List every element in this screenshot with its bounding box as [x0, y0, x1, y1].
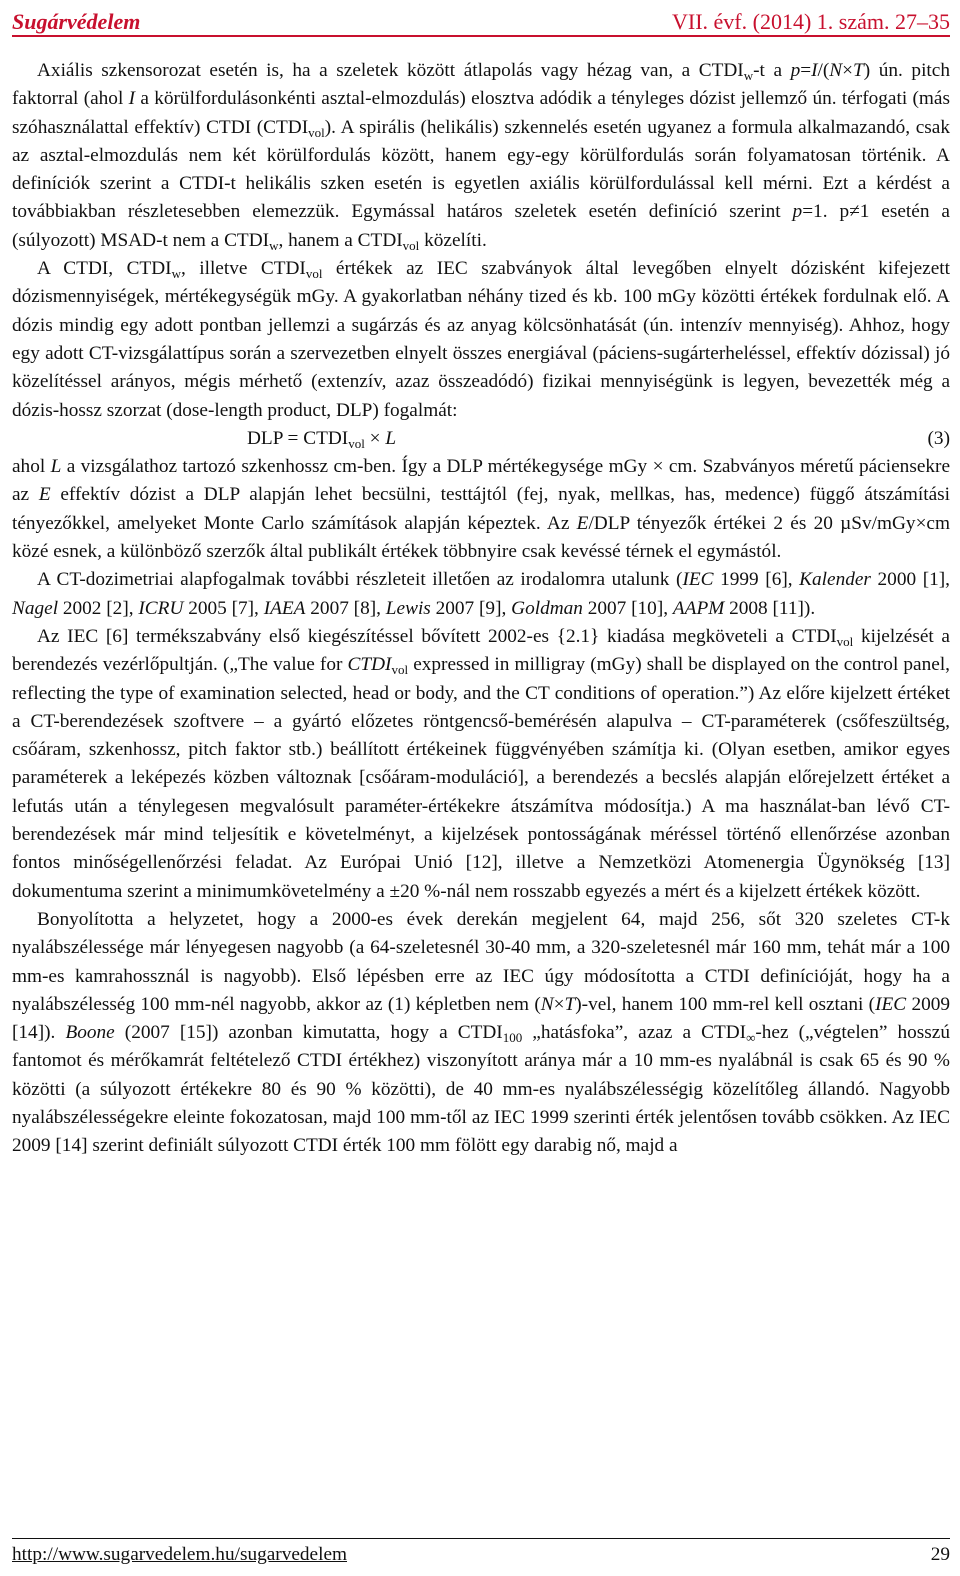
italic-text: L — [385, 427, 397, 449]
text-run: × — [553, 993, 565, 1015]
paragraph — [12, 255, 950, 425]
paragraph — [12, 623, 950, 906]
text-run: 1999 [6], — [713, 569, 800, 591]
text-run: 2007 [9], — [430, 597, 512, 619]
subscript: 100 — [502, 1030, 523, 1046]
text-run: Az IEC [6] termékszabvány első kiegészítéssel bővített 2002-es {2.1} kiadása megköveteli a CTDI — [37, 625, 837, 647]
text-run: a körülfordulásonkénti asztal-elmozdulás) elosztva adódik a tényleges dózist jellemző ún. térfogati (más szóhasználattal effektív) CTDI (CTDI — [12, 88, 950, 138]
italic-text: T — [853, 60, 864, 81]
italic-text: IEC — [875, 993, 907, 1015]
subscript: w — [269, 237, 279, 253]
text-run: expressed in milligray (mGy) shall be displayed on the control panel, reflecting the type of examination selected, head or body, and the CT conditions of operation.”) Az előre kijelzett értéket a CT-berendezések szoftvere – a gyártó előzetes röntgencső-bemérésén alapulva – CT-paraméterek (csőfeszültség, csőáram, szkenhossz, pitch faktor stb.) beállított értékeinek függvényében számítja ki. (Olyan esetben, amikor egyes paraméterek a leképezés közben változnak [csőáram-moduláció], a berendezés a becslés alapján előrejelzett értéket a lefutás után a ténylegesen megvalósult paraméter-értékekre átszámítva módosítja.) A ma használat-ban lévő CT-berendezések már mind teljesítik e követelményt, a kijelzések pontosságának méréssel történő ellenőrzése azonban fontos minőségellenőrzési feladat. Az Európai Unió [12], illetve a Nemzetközi Atomenergia Ügynökség [13] dokumentuma szerint a minimumkövetelmény a ±20 %-nál nem rosszabb egyezés a mért és a kijelzett értékek között. — [12, 654, 950, 902]
text-run: 2002 [2], — [58, 597, 139, 619]
running-header — [12, 0, 950, 34]
paragraph — [12, 57, 950, 255]
italic-text: I — [811, 60, 818, 81]
italic-text: I — [128, 88, 136, 110]
paragraph — [12, 566, 950, 623]
subscript: ∞ — [746, 1030, 756, 1046]
text-run: 2007 [8], — [305, 597, 386, 619]
text-run: -hez („végtelen” hosszú fantomot és mérőkamrát feltételező CTDI értékhez) viszonyított aránya már a 10 mm-es nyalábnál is csak 65 és 90 % közötti (a súlyozott értékekre 80 és 90 % közötti), de 40 mm-es nyalábszélességig közelítőleg állandó. Nagyobb nyalábszélességekre eleinte fokozatosan, majd 100 mm-től az IEC 1999 szerinti érték jelentősen tovább csökken. Az IEC 2009 [14] szerint definiált súlyozott CTDI érték 100 mm fölött egy darabig nő, majd a — [12, 1022, 950, 1157]
subscript: vol — [308, 124, 325, 140]
text-run: -t a — [753, 60, 791, 81]
running-footer — [12, 1541, 950, 1569]
text-run: 2005 [7], — [183, 597, 264, 619]
italic-text: p — [792, 201, 803, 223]
text-run: /( — [817, 60, 830, 81]
paragraph — [12, 453, 950, 566]
paragraph — [12, 906, 950, 1161]
text-run: A CTDI, CTDI — [37, 258, 172, 280]
text-run: = — [800, 60, 812, 81]
subscript: w — [743, 68, 754, 83]
footer-divider — [12, 1538, 950, 1539]
text-run: ). A spirális (helikális) szkennelés esetén ugyanez a formula alkalmazandó, csak az asztal-elmozdulás nem két körülfordulás között, hanem egy-egy körülfordulás során folyamatosan történik. A definíciók szerint a CTDI-t helikális szken esetén is egyetlen axiális körülfordulással kell mérni. Ezt a kérdést a továbbiakban részletesebben elemezzük. Egymással határos szeletek esetén definíció szerint — [12, 116, 950, 223]
text-run: 2007 [10], — [582, 597, 673, 619]
text-run: × — [364, 427, 386, 449]
text-run: , illetve CTDI — [180, 258, 306, 280]
subscript: vol — [305, 266, 323, 282]
equation-number: (3) — [927, 427, 950, 449]
italic-text: Boone — [65, 1022, 115, 1044]
italic-text: IEC — [682, 569, 714, 591]
paragraph-group-after-equation — [12, 453, 950, 1160]
italic-text: E — [38, 484, 51, 506]
subscript: vol — [348, 435, 365, 451]
text-run: DLP = CTDI — [247, 427, 349, 449]
issue-info: VII. évf. (2014) 1. szám. 27–35 — [672, 9, 950, 34]
journal-title: Sugárvédelem — [12, 9, 141, 34]
text-run: értékek az IEC szabványok által levegőben elnyelt dózisként kifejezett dózismennyiségek, mértékegységük mGy. A gyakorlatban néhány tized és kb. 100 mGy közötti értékek fordulnak elő. A dózis mindig egy adott pontban jellemzi a sugárzás és az anyag kölcsönhatását (ún. intenzív mennyiség). Ahhoz, hogy egy adott CT-vizsgálattípus során a szervezetben elnyelt összes energiával (páciens-sugárterheléssel, effektív dózissal) jó közelítéssel arányos, mégis mérhető (extenzív, azaz összeadódó) fizikai mennyiségünk is legyen, bevezették még a dózis-hossz szorzat (dose-length product, DLP) fogalmát: — [12, 258, 950, 421]
text-run: 2008 [11]). — [724, 597, 816, 619]
text-run: =1. p≠1 esetén a (súlyozott) MSAD-t nem a CTDI — [12, 201, 950, 251]
text-run: A CT-dozimetriai alapfogalmak további részleteit illetően az irodalomra utalunk ( — [37, 569, 683, 591]
page-number: 29 — [930, 1544, 950, 1565]
italic-text: CTDI — [347, 654, 392, 676]
text-run: ) ún. pitch faktorral (ahol — [12, 60, 950, 110]
text-run: , hanem a CTDI — [278, 229, 403, 251]
footer-url-link[interactable]: http://www.sugarvedelem.hu/sugarvedelem — [12, 1544, 348, 1565]
subscript: w — [171, 266, 181, 282]
italic-text: Kalender — [799, 569, 871, 591]
italic-text: E — [576, 512, 589, 534]
italic-text: Goldman — [511, 597, 583, 619]
italic-text: AAPM — [672, 597, 725, 619]
italic-text: N — [829, 60, 843, 81]
italic-text: L — [50, 456, 62, 478]
text-run: (2007 [15]) azonban kimutatta, hogy a CTDI — [114, 1022, 503, 1044]
paragraph-group-before-equation — [12, 57, 950, 425]
text-run: 2009 [14]). — [12, 993, 951, 1044]
header-divider — [12, 35, 950, 37]
text-run: Bonyolította a helyzetet, hogy a 2000-es évek derekán megjelent 64, majd 256, sőt 320 szeletes CT-k nyalábszélessége már lényegesen nagyobb (a 64-szeletesnél 30-40 mm, a 320-szeletesnél már 160 mm, tehát már a 100 mm-es kamrahossznál is nagyobb). Első lépésben erre az IEC úgy módosította a CTDI definícióját, hogy ha a nyalábszélesség 100 mm-nél nagyobb, akkor az (1) képletben nem ( — [12, 908, 950, 1015]
text-run: a vizsgálathoz tartozó szkenhossz cm-ben. Így a DLP mértékegysége mGy × cm. Szabványos méretű páciensekre az — [12, 456, 950, 506]
subscript: vol — [402, 237, 420, 253]
subscript: vol — [391, 662, 409, 678]
text-run: 2000 [1], — [870, 569, 950, 591]
text-run: Axiális szkensorozat esetén is, ha a szeletek között átlapolás vagy hézag van, a CTDI — [37, 60, 744, 81]
text-run: kijelzését a berendezés vezérlőpultján. („The value for — [12, 625, 950, 676]
text-run: effektív dózist a DLP alapján lehet becsülni, testtájtól (fej, nyak, mellkas, has, medence) függő átszámítási tényezőkkel, amelyeket Monte Carlo számítások alapján képeztek. Az — [12, 484, 951, 534]
italic-text: ICRU — [138, 597, 184, 619]
text-run: ahol — [12, 456, 51, 478]
equation-dlp — [12, 425, 950, 453]
article-body — [12, 57, 950, 1161]
italic-text: Lewis — [385, 597, 431, 619]
text-run: /DLP tényezők értékei 2 és 20 µSv/mGy×cm közé esnek, a különböző szerzők által publikált értékek többnyire csak kevéssé térnek el egymástól. — [12, 512, 950, 563]
equation-expression — [247, 425, 396, 453]
italic-text: IAEA — [263, 597, 306, 619]
text-run: × — [842, 60, 854, 81]
italic-text: p — [790, 60, 801, 81]
italic-text: T — [564, 993, 576, 1015]
italic-text: N — [540, 993, 554, 1015]
italic-text: Nagel — [12, 597, 59, 619]
text-run: közelíti. — [419, 229, 487, 251]
subscript: vol — [836, 633, 854, 649]
text-run: )-vel, hanem 100 mm-rel kell osztani ( — [575, 993, 876, 1015]
text-run: „hatásfoka”, azaz a CTDI — [522, 1022, 747, 1044]
